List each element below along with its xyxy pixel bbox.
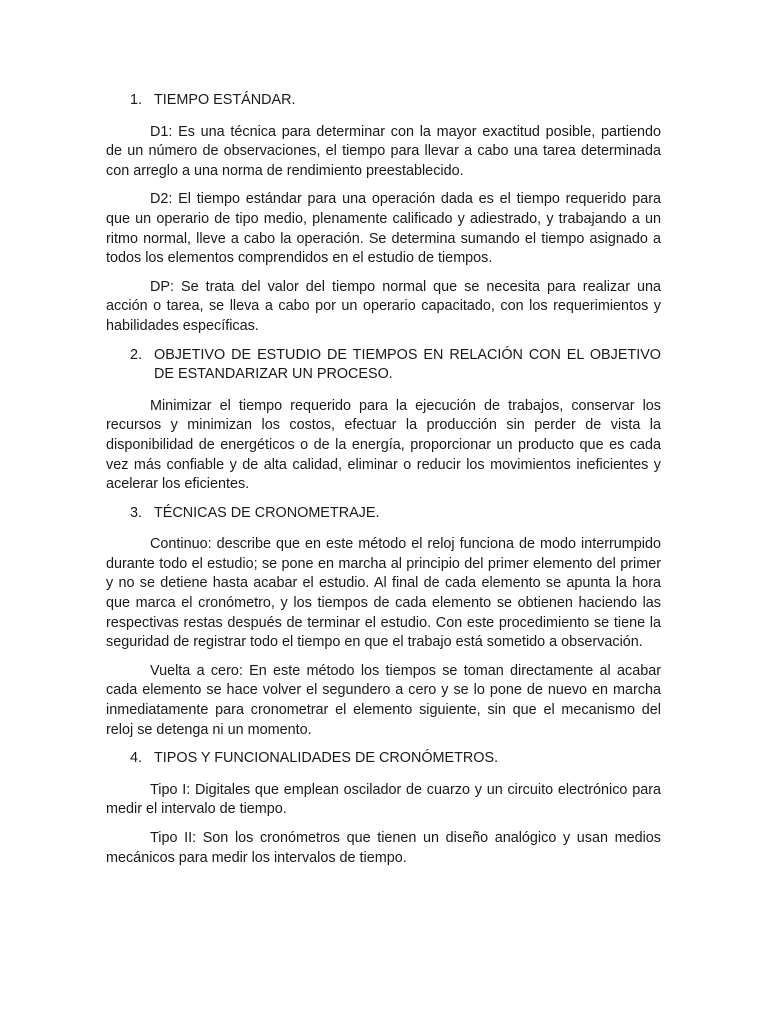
section-objetivo — [106, 346, 661, 495]
paragraph-dp: DP: Se trata del valor del tiempo normal que se necesita para realizar una acción o tarea, se lleva a cabo por un operario capacitado, con los requerimientos y habilidades específicas. — [106, 278, 661, 334]
document-body — [106, 91, 661, 877]
paragraph-tipo-i: Tipo I: Digitales que emplean oscilador de cuarzo y un circuito electrónico para medir el intervalo de tiempo. — [106, 781, 661, 818]
paragraph-vuelta-a-cero: Vuelta a cero: En este método los tiempos se toman directamente al acabar cada elemento se hace volver el segundero a cero y se lo pone de nuevo en marcha inmediatamente para cronometrar el elemento siguiente, sin que el mecanismo del reloj se detenga ni un momento. — [106, 662, 661, 738]
paragraph-objetivo: Minimizar el tiempo requerido para la ejecución de trabajos, conservar los recursos y minimizan los costos, efectuar la producción sin perder de vista la disponibilidad de energéticos o de la energía, proporcionar un producto que es cada vez más confiable y de alta calidad, eliminar o reducir los movimientos ineficientes y acelerar los eficientes. — [106, 397, 661, 493]
section-title: TÉCNICAS DE CRONOMETRAJE. — [154, 504, 380, 521]
section-heading — [106, 749, 661, 769]
section-number: 4. — [130, 750, 143, 767]
section-tecnicas — [106, 504, 661, 741]
section-number: 3. — [130, 504, 143, 521]
section-title: TIPOS Y FUNCIONALIDADES DE CRONÓMETROS. — [154, 750, 499, 767]
paragraph-continuo: Continuo: describe que en este método el reloj funciona de modo interrumpido durante todo el estudio; se pone en marcha al principio del primer elemento del primer y no se detiene hasta acabar el estudio. Al final de cada elemento se apunta la hora que marca el cronómetro, y los tiempos de cada elemento se obtienen haciendo las respectivas restas después de terminar el estudio. Con este procedimiento se tiene la seguridad de registrar todo el tiempo en que el trabajo está sometido a observación. — [106, 536, 661, 651]
section-heading — [106, 504, 661, 524]
section-number: 1. — [130, 92, 143, 108]
paragraph-tipo-ii: Tipo II: Son los cronómetros que tienen un diseño analógico y usan medios mecánicos para medir los intervalos de tiempo. — [106, 830, 661, 866]
paragraph-d2: D2: El tiempo estándar para una operación dada es el tiempo requerido para que un operario de tipo medio, plenamente calificado y adiestrado, y trabajando a un ritmo normal, lleve a cabo la operación. Se determina sumando el tiempo asignado a todos los elementos comprendidos en el estudio de tiempos. — [106, 191, 661, 267]
section-tiempo-estandar — [106, 91, 661, 337]
section-number: 2. — [130, 346, 143, 363]
section-title: OBJETIVO DE ESTUDIO DE TIEMPOS EN RELACIÓN CON EL OBJETIVO DE ESTANDARIZAR UN PROCESO. — [154, 346, 661, 383]
paragraph-d1: D1: Es una técnica para determinar con la mayor exactitud posible, partiendo de un número de observaciones, el tiempo para llevar a cabo una tarea determinada con arreglo a una norma de rendimiento preestablecido. — [106, 123, 661, 179]
section-tipos — [106, 749, 661, 868]
section-heading — [106, 91, 661, 111]
section-title: TIEMPO ESTÁNDAR. — [154, 92, 296, 108]
section-heading — [106, 346, 661, 385]
